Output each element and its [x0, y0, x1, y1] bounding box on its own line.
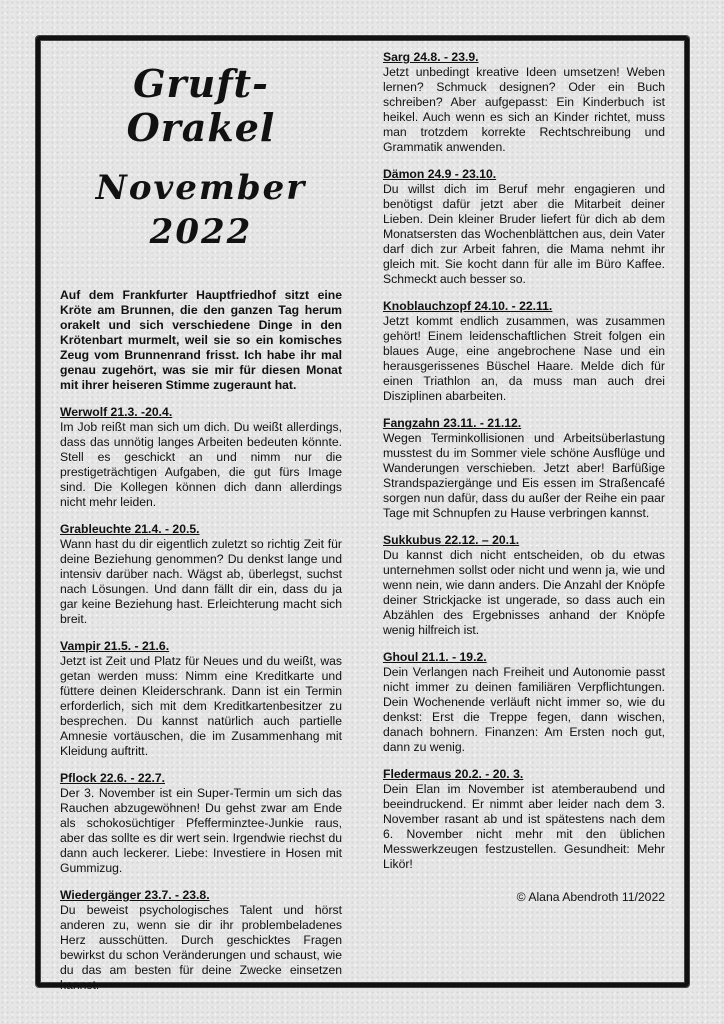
horoscope-sukkubus — [383, 533, 665, 638]
section-text: Jetzt unbedingt kreative Ideen umsetzen! Weben lernen? Schmuck designen? Oder ein Buch schreiben? Aber aufgepasst: Ein Kinderbuch ist heikel. Auch wenn es sich an Kinder richtet, muss man trotzdem korrekte Rechtschreibung und Grammatik anwenden. — [383, 65, 665, 154]
section-text: Im Job reißt man sich um dich. Du weißt allerdings, dass das unnötig langes Arbeiten bedeuten könnte. Stell es geschickt an und nimm nur die prestigeträchtigen Aufgaben, die gut fürs Image sind. Die Kollegen können dich dann allerdings nicht mehr leiden. — [60, 420, 342, 509]
section-text: Wegen Terminkollisionen und Arbeitsüberlastung musstest du im Sommer viele schöne Ausflüge und Wanderungen verschieben. Jetzt aber! Barfüßige Strandspaziergänge und Eis essen im Straßencafé sorgen nun dafür, dass du außer der Reihe ein paar Tage mit Schnupfen zu Hause verbringen kannst. — [383, 431, 665, 520]
horoscope-wiedergaenger — [60, 888, 342, 993]
intro-text: Auf dem Frankfurter Hauptfriedhof sitzt eine Kröte am Brunnen, die den ganzen Tag herum orakelt und sich verschiedene Dinge in den Krötenbart murmelt, weil sie so ein komisches Zeug vom Brunnenrand frisst. Ich habe ihr mal genau zugehört, was sie mir für diesen Monat mit ihrer heiseren Stimme zugeraunt hat. — [60, 288, 342, 392]
horoscope-grableuchte — [60, 522, 342, 627]
horoscope-pflock — [60, 771, 342, 876]
left-column — [60, 62, 342, 1005]
section-text: Der 3. November ist ein Super-Termin um sich das Rauchen abzugewöhnen! Du gehst zwar am Ende als schokosüchtiger Pfefferminztee-Junkie raus, aber das sollte es dir wert sein. Irgendwie riechst du dann auch leckerer. Liebe: Investiere in Hosen mit Gummizug. — [60, 786, 342, 875]
section-text: Du kannst dich nicht entscheiden, ob du etwas unternehmen sollst oder nicht und wenn ja, wie und wenn nein, wie dann anders. Die Anzahl der Knöpfe deiner Strickjacke ist ungerade, so dass auch ein Abzählen des Ergebnisses anhand der Knöpfe wenig hilfreich ist. — [383, 548, 665, 637]
section-text: Du beweist psychologisches Talent und hörst anderen zu, wenn sie dir ihr problembeladenes Herz ausschütten. Durch geschicktes Fragen bewirkst du schon Veränderungen und schaust, wie du das am besten für deine Zwecke einsetzen kannst. — [60, 903, 342, 992]
page-subtitle: November 2022 — [95, 168, 307, 252]
section-heading: Sarg 24.8. - 23.9. — [383, 50, 479, 64]
horoscope-sarg — [383, 50, 665, 155]
section-heading: Pflock 22.6. - 22.7. — [60, 771, 166, 785]
section-heading: Wiedergänger 23.7. - 23.8. — [60, 888, 210, 902]
section-heading: Fledermaus 20.2. - 20. 3. — [383, 767, 524, 781]
horoscope-werwolf — [60, 405, 342, 510]
horoscope-fledermaus — [383, 767, 665, 872]
horoscope-vampir — [60, 639, 342, 759]
section-heading: Vampir 21.5. - 21.6. — [60, 639, 170, 653]
section-heading: Knoblauchzopf 24.10. - 22.11. — [383, 299, 553, 313]
section-heading: Ghoul 21.1. - 19.2. — [383, 650, 487, 664]
section-text: Du willst dich im Beruf mehr engagieren und benötigst dafür jetzt aber die Mitarbeit deiner Lieben. Dein kleiner Bruder liefert für dich ab dem Monatsersten das Wochenblättchen aus, dein Vater darf dich zur Arbeit fahren, die Mama nehmt ihr gleich mit. Sie kocht dann für alle im Büro Kaffee. Schmeckt auch besser so. — [383, 182, 665, 286]
section-heading: Fangzahn 23.11. - 21.12. — [383, 416, 522, 430]
section-text: Jetzt kommt endlich zusammen, was zusammen gehört! Einem leidenschaftlichen Streit folgen ein blaues Auge, eine angebrochene Nase und ein herausgerissenes Büschel Haare. Melde dich für einen Triathlon an, da muss man auch drei Disziplinen abarbeiten. — [383, 314, 665, 403]
section-text: Jetzt ist Zeit und Platz für Neues und du weißt, was getan werden muss: Nimm eine Kreditkarte und füttere deinen Kleiderschrank. Dann ist ein Termin erforderlich, sich mit dem Kreditkartenbesitzer zu besprechen. Du kannst natürlich auch partielle Amnesie vortäuschen, die im Zusammenhang mit Kleidung auftritt. — [60, 654, 342, 758]
section-heading: Sukkubus 22.12. – 20.1. — [383, 533, 520, 547]
copyright-credit: © Alana Abendroth 11/2022 — [516, 890, 665, 904]
right-column — [383, 50, 665, 917]
horoscope-knoblauchzopf — [383, 299, 665, 404]
section-heading: Grableuchte 21.4. - 20.5. — [60, 522, 200, 536]
section-heading: Werwolf 21.3. -20.4. — [60, 405, 173, 419]
horoscope-daemon — [383, 167, 665, 287]
page-title: Gruft-Orakel — [126, 61, 276, 150]
horoscope-fangzahn — [383, 416, 665, 521]
section-heading: Dämon 24.9 - 23.10. — [383, 167, 497, 181]
section-text: Dein Elan im November ist atemberaubend und beeindruckend. Er nimmt aber leider nach dem 3. November rasant ab und ist spätestens nach dem 6. November nicht mehr mit den üblichen Messwerkzeugen festzustellen. Gesundheit: Mehr Likör! — [383, 782, 665, 871]
horoscope-ghoul — [383, 650, 665, 755]
section-text: Wann hast du dir eigentlich zuletzt so richtig Zeit für deine Beziehung genommen? Du denkst lange und intensiv darüber nach. Wägst ab, überlegst, suchst nach Lösungen. Und dann fällt dir ein, dass du ja gar keine Beziehung hast. Erleichterung macht sich breit. — [60, 537, 342, 626]
section-text: Dein Verlangen nach Freiheit und Autonomie passt nicht immer zu deinen familiären Verpflichtungen. Dein Wochenende verläuft nicht immer so, wie du denkst: Erst die Treppe fegen, dann wischen, danach bohnern. Finanzen: Am Ersten noch gut, dann zu wenig. — [383, 665, 665, 754]
